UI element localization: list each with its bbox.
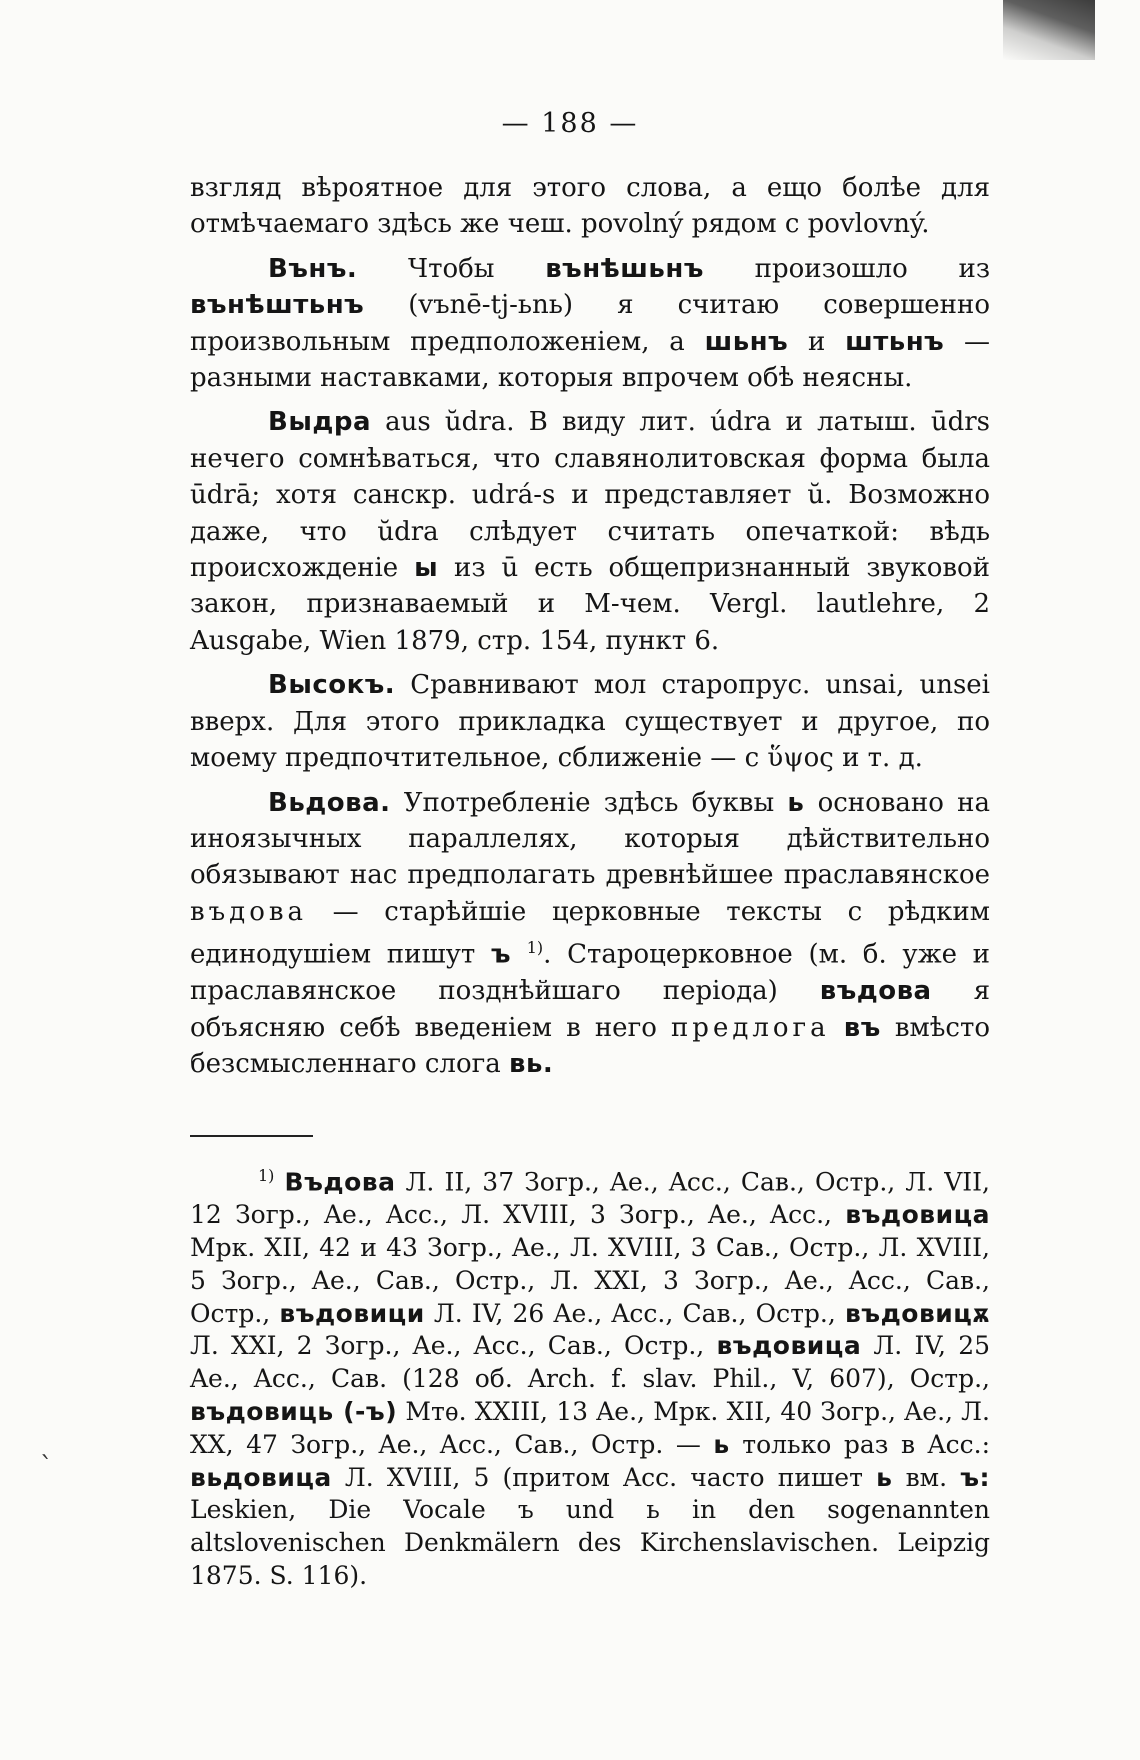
entry-vydra — [190, 404, 990, 659]
spaced-word: предлога — [670, 1012, 830, 1043]
headword: Выдра — [268, 407, 371, 438]
entry-text: основано на иноязычных параллелях, которыя дѣйствительно обязывают нас предполагать древнѣйшее праславянское — [190, 787, 990, 891]
main-text — [190, 170, 990, 1090]
footnote-reference[interactable]: 1) — [526, 938, 544, 958]
entry-text: — старѣйшіе церковные тексты с рѣдким единодушіем пишут — [190, 896, 990, 970]
scan-smudge — [1003, 0, 1095, 60]
footnote — [190, 1160, 990, 1593]
slavonic-word: въдовицѫ — [844, 1298, 990, 1328]
slavonic-word: ы — [414, 553, 439, 584]
entry-vysok — [190, 667, 990, 776]
entry-text: и — [788, 326, 846, 357]
slavonic-letter: ъ — [490, 939, 512, 970]
footnote-text: вм. — [892, 1462, 961, 1492]
footnote-divider — [190, 1135, 313, 1137]
footnote-text: только раз в Acc.: — [729, 1429, 990, 1459]
headword: Высокъ. — [268, 670, 396, 701]
entry-text: — разными наставками, которыя впрочем обѣ неясны. — [190, 326, 991, 394]
slavonic-letter: ъ: — [960, 1462, 990, 1492]
entry-vdova — [190, 785, 990, 1083]
entry-text: Чтобы — [357, 253, 546, 284]
page-number: — 188 — — [501, 108, 639, 139]
footnote-text: Мрк. XII, 42 и 43 Зогр., Ae., Л. XVIII, 3 Сав., Остр., Л. XVIII, 5 Зогр., Ae., Сав., Остр., Л. XXI, 3 Зогр., Ae., Acc., Сав., Остр., — [190, 1232, 990, 1328]
entry-text: Сравнивают мол старопрус. unsai, unsei вверх. Для этого прикладка существует и другое, по моему предпочтительное, сближеніе — с ὕψος и т. д. — [190, 670, 990, 774]
footnote-text: Л. IV, 26 Ae., Acc., Сав., Остр., — [424, 1298, 845, 1328]
entry-text: я объясняю себѣ введеніем в него — [190, 976, 990, 1043]
slavonic-word: въдовица — [845, 1200, 990, 1230]
entry-vene — [190, 251, 990, 397]
slavonic-word: вънѣшьнъ — [545, 253, 704, 284]
slavonic-word: въдовиць (-ъ) — [190, 1396, 398, 1426]
slavonic-word: въдова — [819, 976, 932, 1007]
spaced-word: въдова — [190, 896, 307, 927]
slavonic-word: въдовици — [279, 1298, 425, 1328]
slavonic-letter: ь — [787, 787, 805, 818]
slavonic-letter: ь — [876, 1462, 893, 1492]
footnote-text: Л. XXI, 2 Зогр., Ae., Acc., Сав., Остр., — [190, 1331, 717, 1361]
footnote-mark: 1) — [258, 1166, 275, 1185]
entry-text: aus ŭdra. В виду лит. údra и латыш. ūdrs нечего сомнѣваться, что славянолитовская форма была ūdrā; хотя санскр. udrá-s и представляет ŭ. Возможно даже, что ŭdra слѣдует считать опечаткой: вѣдь происхожденіе — [190, 407, 990, 584]
slavonic-word: Въдова — [284, 1167, 396, 1197]
slavonic-word: въдовица — [716, 1331, 862, 1361]
footnote-text: Л. XVIII, 5 (притом Acc. часто пишет — [331, 1462, 877, 1492]
entry-text: из ū есть общепризнанный звуковой закон, признаваемый и М-чем. Vergl. lautlehre, 2 Ausgabe, Wien 1879, стр. 154, пункт 6. — [190, 553, 990, 656]
headword: Вънъ. — [268, 253, 358, 284]
headword: Вьдова. — [268, 787, 391, 818]
slavonic-word: въ — [843, 1012, 881, 1043]
slavonic-letter: ь — [713, 1429, 730, 1459]
entry-text: вмѣсто безсмысленнаго слога — [190, 1012, 991, 1079]
entry-text: (vъnē-tj-ьnь) я считаю совершенно произвольным предположеніем, а — [190, 290, 990, 357]
entry-text — [830, 1013, 844, 1043]
paragraph-continuation: взгляд вѣроятное для этого слова, а ещо болѣе для отмѣчаемаго здѣсь же чеш. povolný рядом с povlovný. — [190, 173, 990, 240]
entry-text: произошло из — [703, 253, 991, 284]
slavonic-word: вънѣштьнъ — [190, 290, 365, 321]
footnote-text: Leskien, Die Vocale ъ und ь in den sogenannten altslovenischen Denkmälern des Kirchenslavischen. Leipzig 1875. S. 116). — [190, 1495, 990, 1590]
footnote-text: Л. IV, 25 Ae., Acc., Сав. (128 об. Arch. f. slav. Phil., V, 607), Остр., — [190, 1331, 991, 1394]
footnote-text: Л. II, 37 Зогр., Ae., Acc., Сав., Остр., Л. VII, 12 Зогр., Ae., Acc., Л. XVIII, 3 Зогр., Ae., Acc., — [190, 1167, 991, 1230]
scan-speck: ˋ — [40, 1452, 53, 1482]
slavonic-word: вьдовица — [190, 1462, 332, 1492]
slavonic-word: вь. — [508, 1049, 554, 1079]
entry-text: . Староцерковное (м. б. уже и праславянское позднѣйшаго періода) — [190, 939, 991, 1007]
slavonic-word: штьнъ — [845, 326, 945, 357]
entry-text: Употребленіе здѣсь буквы — [390, 787, 788, 818]
footnote-text: Мтѳ. XXIII, 13 Ae., Мрк. XII, 40 Зогр., Ae., Л. XX, 47 Зогр., Ae., Acc., Сав., Остр. — — [190, 1396, 990, 1459]
slavonic-word: шьнъ — [704, 326, 789, 357]
